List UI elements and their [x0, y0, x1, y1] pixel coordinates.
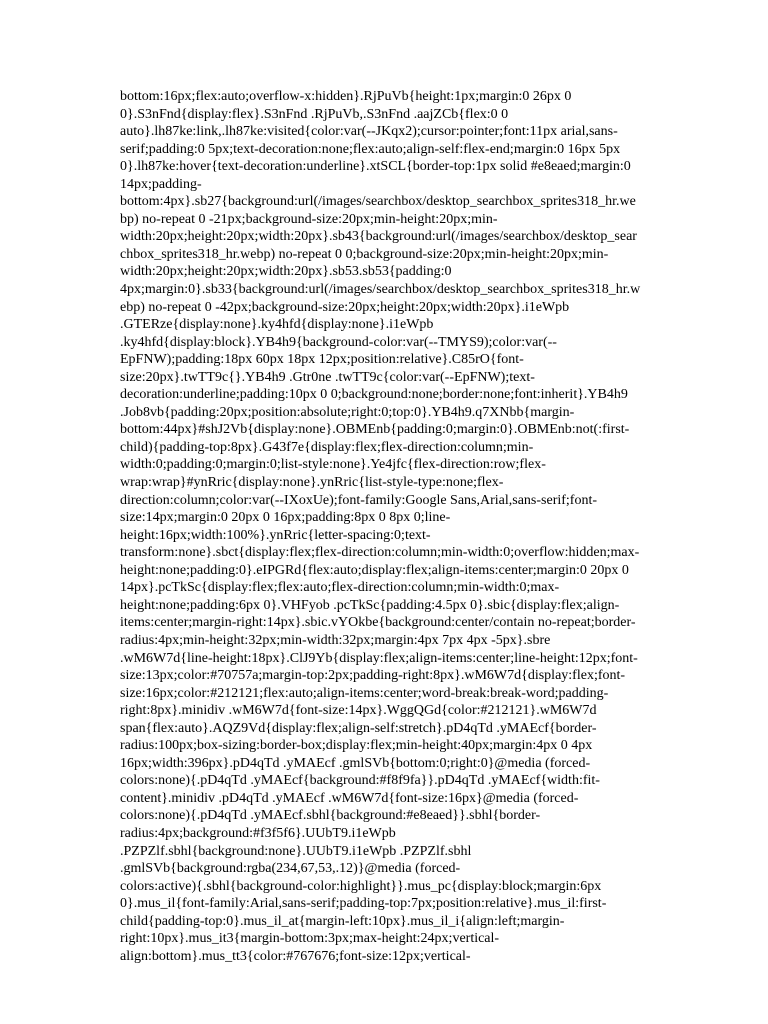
text-line: bottom:4px}.sb27{background:url(/images/searchbox/desktop_searchbox_sprites318_hr.we: [120, 194, 636, 210]
text-line: decoration:underline;padding:10px 0 0;background:none;border:none;font:inherit}.YB4h9: [120, 387, 628, 403]
text-line: radius:4px;background:#f3f5f6}.UUbT9.i1eWpb: [120, 825, 396, 841]
text-line: transform:none}.sbct{display:flex;flex-direction:column;min-width:0;overflow:hidden;max-: [120, 545, 640, 561]
text-line: right:8px}.minidiv .wM6W7d{font-size:14px}.WggQGd{color:#212121}.wM6W7d: [120, 703, 597, 719]
text-line: bottom:16px;flex:auto;overflow-x:hidden}.RjPuVb{height:1px;margin:0 26px 0: [120, 89, 572, 104]
text-line: content}.minidiv .pD4qTd .yMAEcf .wM6W7d{font-size:16px}@media (forced-: [120, 790, 579, 806]
text-line: radius:4px;min-height:32px;min-width:32px;margin:4px 7px 4px -5px}.sbre: [120, 632, 551, 648]
text-line: 0}.S3nFnd{display:flex}.S3nFnd .RjPuVb,.S3nFnd .aajZCb{flex:0 0: [120, 106, 509, 122]
text-line: bp) no-repeat 0 -21px;background-size:20px;min-height:20px;min-: [120, 211, 498, 227]
text-line: direction:column;color:var(--IXoxUe);font-family:Google Sans,Arial,sans-serif;font-: [120, 492, 598, 508]
text-line: 14px}.pcTkSc{display:flex;flex:auto;flex-direction:column;min-width:0;max-: [120, 580, 560, 596]
text-line: .wM6W7d{line-height:18px}.ClJ9Yb{display:flex;align-items:center;line-height:12px;font-: [120, 650, 638, 666]
document-text-body: [120, 88, 646, 965]
text-line: align:bottom}.mus_tt3{color:#767676;font-size:12px;vertical-: [120, 948, 471, 964]
text-line: bottom:44px}#shJ2Vb{display:none}.OBMEnb{padding:0;margin:0}.OBMEnb:not(:first-: [120, 422, 630, 438]
text-line: height:16px;width:100%}.ynRric{letter-spacing:0;text-: [120, 527, 431, 543]
text-line: 4px;margin:0}.sb33{background:url(/images/searchbox/desktop_searchbox_sprites318_hr.w: [120, 282, 641, 298]
text-line: 14px;padding-: [120, 176, 202, 192]
text-line: 16px;width:396px}.pD4qTd .yMAEcf .gmlSVb{bottom:0;right:0}@media (forced-: [120, 755, 591, 771]
text-line: auto}.lh87ke:link,.lh87ke:visited{color:var(--JKqx2);cursor:pointer;font:11px arial,sans-: [120, 124, 618, 140]
text-line: items:center;margin-right:14px}.sbic.vYOkbe{background:center/contain no-repeat;border-: [120, 615, 636, 631]
text-line: height:none;padding:0}.eIPGRd{flex:auto;display:flex;align-items:center;margin:0 20px 0: [120, 562, 629, 578]
text-line: width:0;padding:0;margin:0;list-style:none}.Ye4jfc{flex-direction:row;flex-: [120, 457, 546, 473]
text-line: child{padding-top:0}.mus_il_at{margin-left:10px}.mus_il_i{align:left;margin-: [120, 913, 565, 929]
text-line: wrap:wrap}#ynRric{display:none}.ynRric{list-style-type:none;flex-: [120, 475, 504, 491]
text-line: .ky4hfd{display:block}.YB4h9{background-color:var(--TMYS9);color:var(--: [120, 334, 557, 350]
text-line: serif;padding:0 5px;text-decoration:none;flex:auto;align-self:flex-end;margin:0 16px 5px: [120, 141, 621, 157]
text-line: width:20px;height:20px;width:20px}.sb43{background:url(/images/searchbox/desktop_sear: [120, 229, 637, 245]
text-line: radius:100px;box-sizing:border-box;display:flex;min-height:40px;margin:4px 0 4px: [120, 738, 593, 754]
text-line: 0}.lh87ke:hover{text-decoration:underline}.xtSCL{border-top:1px solid #e8eaed;margin:0: [120, 159, 631, 175]
text-line: 0}.mus_il{font-family:Arial,sans-serif;padding-top:7px;position:relative}.mus_il:first-: [120, 896, 607, 912]
text-line: .Job8vb{padding:20px;position:absolute;right:0;top:0}.YB4h9.q7XNbb{margin-: [120, 404, 575, 420]
text-line: span{flex:auto}.AQZ9Vd{display:flex;align-self:stretch}.pD4qTd .yMAEcf{border-: [120, 720, 597, 736]
text-line: .GTERze{display:none}.ky4hfd{display:none}.i1eWpb: [120, 317, 434, 333]
text-line: size:20px}.twTT9c{}.YB4h9 .Gtr0ne .twTT9c{color:var(--EpFNW);text-: [120, 369, 535, 385]
text-line: child){padding-top:8px}.G43f7e{display:flex;flex-direction:column;min-: [120, 439, 534, 455]
text-line: height:none;padding:6px 0}.VHFyob .pcTkSc{padding:4.5px 0}.sbic{display:flex;align-: [120, 597, 620, 613]
text-line: colors:none){.pD4qTd .yMAEcf.sbhl{background:#e8eaed}}.sbhl{border-: [120, 808, 541, 824]
text-line: chbox_sprites318_hr.webp) no-repeat 0 0;background-size:20px;min-height:20px;min-: [120, 246, 609, 262]
text-line: width:20px;height:20px;width:20px}.sb53.sb53{padding:0: [120, 264, 452, 280]
text-line: EpFNW);padding:18px 60px 18px 12px;position:relative}.C85rO{font-: [120, 352, 524, 368]
text-line: colors:none){.pD4qTd .yMAEcf{background:#f8f9fa}}.pD4qTd .yMAEcf{width:fit-: [120, 773, 600, 789]
text-line: size:16px;color:#212121;flex:auto;align-items:center;word-break:break-word;padding-: [120, 685, 609, 701]
text-line: ebp) no-repeat 0 -42px;background-size:20px;height:20px;width:20px}.i1eWpb: [120, 299, 570, 315]
text-line: size:13px;color:#70757a;margin-top:2px;padding-right:8px}.wM6W7d{display:flex;font-: [120, 668, 626, 684]
text-line: .gmlSVb{background:rgba(234,67,53,.12)}@media (forced-: [120, 861, 461, 877]
text-line: size:14px;margin:0 20px 0 16px;padding:8px 0 8px 0;line-: [120, 510, 451, 526]
text-line: right:10px}.mus_it3{margin-bottom:3px;max-height:24px;vertical-: [120, 931, 500, 947]
text-line: colors:active){.sbhl{background-color:highlight}}.mus_pc{display:block;margin:6px: [120, 878, 602, 894]
text-line: .PZPZlf.sbhl{background:none}.UUbT9.i1eWpb .PZPZlf.sbhl: [120, 843, 472, 859]
